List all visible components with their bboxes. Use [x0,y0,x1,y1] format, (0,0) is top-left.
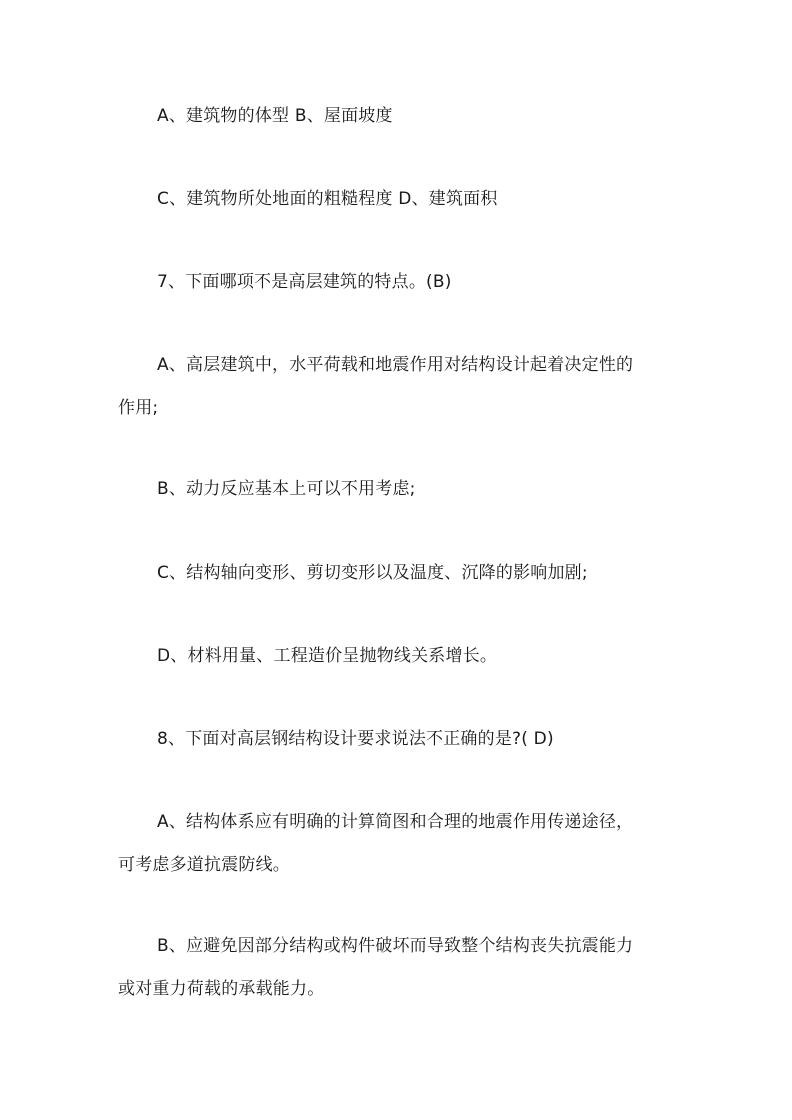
option-c-ground-roughness [118,178,678,221]
q7-option-b [118,468,678,511]
q7-option-d [118,635,678,678]
paragraph-line: C、结构轴向变形、剪切变形以及温度、沉降的影响加剧; [157,563,588,583]
paragraph-line: B、动力反应基本上可以不用考虑; [157,479,416,499]
q7-option-c [118,552,678,595]
paragraph-continuation: 可考虑多道抗震防线。 [118,855,290,875]
paragraph-line: D、材料用量、工程造价呈抛物线关系增长。 [157,646,498,666]
paragraph-line: C、建筑物所处地面的粗糙程度 D、建筑面积 [157,189,498,209]
paragraph-continuation: 作用; [118,398,159,418]
q8-option-b [118,925,678,1011]
q7-option-a [118,344,678,430]
question-text: 8、下面对高层钢结构设计要求说法不正确的是?( D) [157,729,554,749]
paragraph-line: A、建筑物的体型 B、屋面坡度 [157,106,393,126]
paragraph-line: A、结构体系应有明确的计算简图和合理的地震作用传递途径， [157,812,634,832]
question-text: 7、下面哪项不是高层建筑的特点。(B) [157,272,452,292]
question-8 [118,718,678,761]
question-7 [118,261,678,304]
paragraph-line: B、应避免因部分结构或构件破坏而导致整个结构丧失抗震能力 [157,936,634,956]
option-a-building-shape [118,95,678,138]
paragraph-line: A、高层建筑中，水平荷载和地震作用对结构设计起着决定性的 [157,355,634,375]
paragraph-continuation: 或对重力荷载的承载能力。 [118,979,325,999]
q8-option-a [118,801,678,887]
